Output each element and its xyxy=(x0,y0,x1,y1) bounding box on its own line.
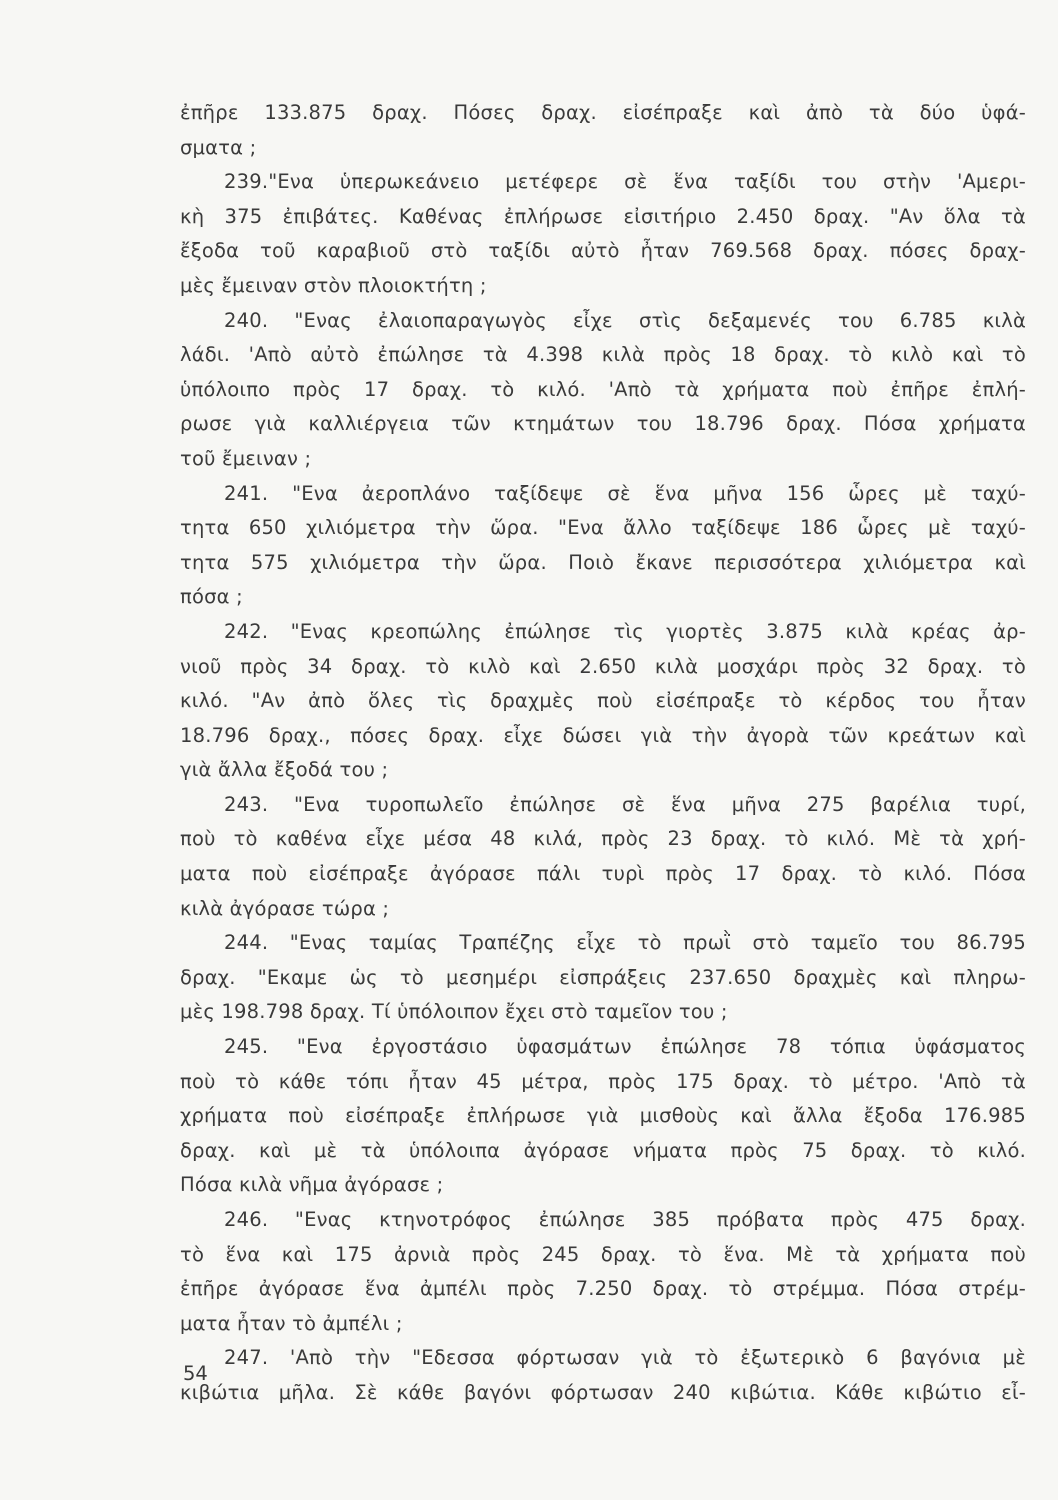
text-line: πόσα ; xyxy=(180,585,243,609)
problem-246-start: 246. "Ενας κτηνοτρόφος ἐπώλησε 385 πρόβατα πρὸς 475 δραχ. xyxy=(224,1208,1026,1231)
text-line: γιὰ ἄλλα ἔξοδά του ; xyxy=(180,758,389,782)
problem-244-start: 244. "Ενας ταμίας Τραπέζης εἶχε τὸ πρωῒ στὸ ταμεῖο του 86.795 xyxy=(224,931,1026,955)
problem-241-start: 241. "Ενα ἀεροπλάνο ταξίδεψε σὲ ἕνα μῆνα 156 ὧρες μὲ ταχύ- xyxy=(224,481,1026,505)
text-line: Πόσα κιλὰ νῆμα ἀγόρασε ; xyxy=(180,1173,444,1197)
text-line: τοῦ ἔμειναν ; xyxy=(180,446,312,470)
text-line: τητα 575 χιλιόμετρα τὴν ὥρα. Ποιὸ ἔκανε περισσότερα χιλιόμετρα καὶ xyxy=(180,550,1026,574)
problem-243-start: 243. "Ενα τυροπωλεῖο ἐπώλησε σὲ ἕνα μῆνα 275 βαρέλια τυρί, xyxy=(224,792,1026,816)
problem-240-start: 240. "Ενας ἐλαιοπαραγωγὸς εἶχε στὶς δεξαμενές του 6.785 κιλὰ xyxy=(224,308,1026,332)
problem-247-start: 247. 'Απὸ τὴν "Εδεσσα φόρτωσαν γιὰ τὸ ἐξωτερικὸ 6 βαγόνια μὲ xyxy=(224,1346,1026,1370)
text-line: ρωσε γιὰ καλλιέργεια τῶν κτημάτων του 18.796 δραχ. Πόσα χρήματα xyxy=(180,412,1026,436)
text-line: δραχ. καὶ μὲ τὰ ὑπόλοιπα ἀγόρασε νήματα πρὸς 75 δραχ. τὸ κιλό. xyxy=(180,1138,1026,1162)
text-line: ἐπῆρε 133.875 δραχ. Πόσες δραχ. εἰσέπραξε καὶ ἀπὸ τὰ δύο ὑφά- xyxy=(180,101,1026,124)
text-line: τὸ ἕνα καὶ 175 ἀρνιὰ πρὸς 245 δραχ. τὸ ἕνα. Μὲ τὰ χρήματα ποὺ xyxy=(180,1242,1026,1266)
text-line: κιβώτια μῆλα. Σὲ κάθε βαγόνι φόρτωσαν 240 κιβώτια. Κάθε κιβώτιο εἶ- xyxy=(180,1380,1026,1404)
problem-245-start: 245. "Ενα ἐργοστάσιο ὑφασμάτων ἐπώλησε 78 τόπια ὑφάσματος xyxy=(224,1035,1026,1059)
problems-text xyxy=(180,96,1026,1411)
text-line: κιλό. "Αν ἀπὸ ὅλες τὶς δραχμὲς ποὺ εἰσέπραξε τὸ κέρδος του ἦταν xyxy=(180,689,1026,713)
text-line: ἔξοδα τοῦ καραβιοῦ στὸ ταξίδι αὐτὸ ἦταν 769.568 δραχ. πόσες δραχ- xyxy=(180,239,1026,263)
problem-242-start: 242. "Ενας κρεοπώλης ἐπώλησε τὶς γιορτὲς 3.875 κιλὰ κρέας ἀρ- xyxy=(224,619,1026,643)
text-line: 18.796 δραχ., πόσες δραχ. εἶχε δώσει γιὰ τὴν ἀγορὰ τῶν κρεάτων καὶ xyxy=(180,723,1026,747)
text-line: ἐπῆρε ἀγόρασε ἕνα ἀμπέλι πρὸς 7.250 δραχ. τὸ στρέμμα. Πόσα στρέμ- xyxy=(180,1277,1026,1301)
text-line: μὲς 198.798 δραχ. Τί ὑπόλοιπον ἔχει στὸ ταμεῖον του ; xyxy=(180,1000,728,1024)
text-line: λάδι. 'Απὸ αὐτὸ ἐπώλησε τὰ 4.398 κιλὰ πρὸς 18 δραχ. τὸ κιλὸ καὶ τὸ xyxy=(180,343,1026,367)
text-line: κιλὰ ἀγόρασε τώρα ; xyxy=(180,896,390,920)
text-line: νιοῦ πρὸς 34 δραχ. τὸ κιλὸ καὶ 2.650 κιλὰ μοσχάρι πρὸς 32 δραχ. τὸ xyxy=(180,654,1026,678)
text-line: ματα ἦταν τὸ ἀμπέλι ; xyxy=(180,1311,403,1335)
text-line: σματα ; xyxy=(180,135,257,159)
text-line: τητα 650 χιλιόμετρα τὴν ὥρα. "Ενα ἄλλο ταξίδεψε 186 ὧρες μὲ ταχύ- xyxy=(180,516,1026,540)
text-line: ὑπόλοιπο πρὸς 17 δραχ. τὸ κιλό. 'Απὸ τὰ χρήματα ποὺ ἐπῆρε ἐπλή- xyxy=(180,377,1026,401)
text-line: μὲς ἔμειναν στὸν πλοιοκτήτη ; xyxy=(180,273,487,297)
problem-239-start: 239."Ενα ὑπερωκεάνειο μετέφερε σὲ ἕνα ταξίδι του στὴν 'Αμερι- xyxy=(224,170,1026,194)
text-line: χρήματα ποὺ εἰσέπραξε ἐπλήρωσε γιὰ μισθοὺς καὶ ἄλλα ἔξοδα 176.985 xyxy=(180,1104,1026,1128)
text-line: ματα ποὺ εἰσέπραξε ἀγόρασε πάλι τυρὶ πρὸς 17 δραχ. τὸ κιλό. Πόσα xyxy=(180,862,1026,886)
text-line: ποὺ τὸ κάθε τόπι ἦταν 45 μέτρα, πρὸς 175 δραχ. τὸ μέτρο. 'Απὸ τὰ xyxy=(180,1069,1026,1093)
page-number: 54 xyxy=(183,1362,208,1385)
text-line: δραχ. "Εκαμε ὡς τὸ μεσημέρι εἰσπράξεις 237.650 δραχμὲς καὶ πληρω- xyxy=(180,965,1026,989)
text-line: κὴ 375 ἐπιβάτες. Καθένας ἐπλήρωσε εἰσιτήριο 2.450 δραχ. "Αν ὅλα τὰ xyxy=(180,204,1026,228)
text-line: ποὺ τὸ καθένα εἶχε μέσα 48 κιλά, πρὸς 23 δραχ. τὸ κιλό. Μὲ τὰ χρή- xyxy=(180,827,1026,851)
